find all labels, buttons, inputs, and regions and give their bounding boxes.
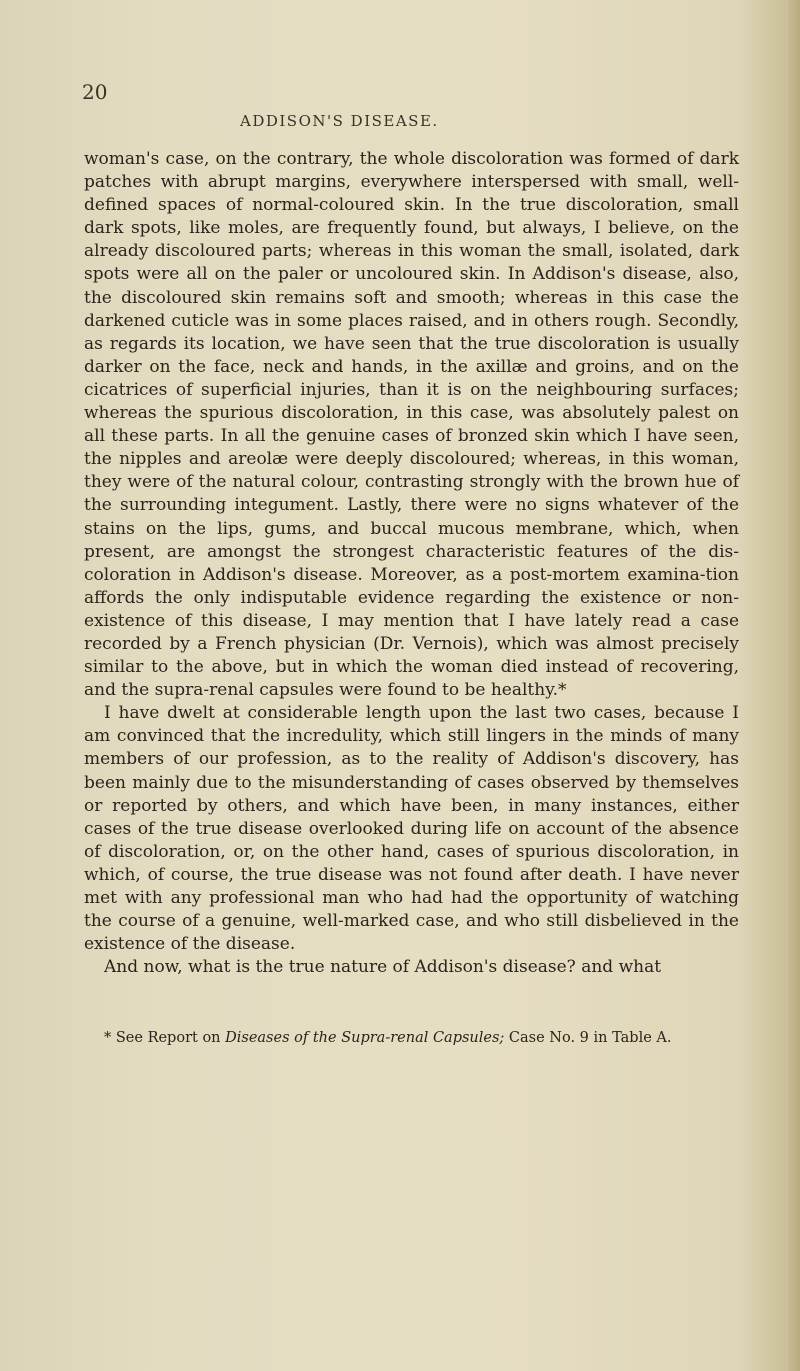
footnote-rest: Case No. 9 in Table A. [508,1030,672,1046]
footnote [84,1028,739,1049]
body-text [84,148,739,979]
footnote-marker: * See Report on [104,1030,221,1046]
footnote-title: Diseases of the Supra-renal Capsules; [225,1030,505,1046]
paragraph-3: And now, what is the true nature of Addison's disease? and what [104,957,662,978]
page-number: 20 [82,80,108,104]
page-edge-shadow [788,0,800,1371]
running-head: ADDISON'S DISEASE. [240,112,439,130]
paragraph-1: woman's case, on the contrary, the whole discoloration was formed of dark patches with abrupt margins, everywhere interspersed with small, well-defined spaces of normal-coloured skin. In the true discoloration, small dark spots, like moles, are frequently found, but always, I believe, on the already discoloured parts; whereas in this woman the small, isolated, dark spots were all on the paler or uncoloured skin. In Addison's disease, also, the discoloured skin remains soft and smooth; whereas in this case the darkened cuticle was in some places raised, and in others rough. Secondly, as regards its location, we have seen that the true discoloration is usually darker on the face, neck and hands, in the axillæ and groins, and on the cicatrices of superficial injuries, than it is on the neighbouring surfaces; whereas the spurious discoloration, in this case, was absolutely palest on all these parts. In all the genuine cases of bronzed skin which I have seen, the nipples and areolæ were deeply discoloured; whereas, in this woman, they were of the natural colour, contrasting strongly with the brown hue of the surrounding integument. Lastly, there were no signs whatever of the stains on the lips, gums, and buccal mucous membrane, which, when present, are amongst the strongest characteristic features of the dis-coloration in Addison's disease. Moreover, as a post-mortem examina-tion affords the only indisputable evidence regarding the existence or non-existence of this disease, I may mention that I have lately read a case recorded by a French physician (Dr. Vernois), which was almost precisely similar to the above, but in which the woman died instead of recovering, and the supra-renal capsules were found to be healthy.* [84,149,739,701]
paragraph-2: I have dwelt at considerable length upon the last two cases, because I am convinced that the incredulity, which still lingers in the minds of many members of our profession, as to the reality of Addison's discovery, has been mainly due to the misunderstanding of cases observed by themselves or reported by others, and which have been, in many instances, either cases of the true disease overlooked during life on account of the absence of discoloration, or, on the other hand, cases of spurious discoloration, in which, of course, the true disease was not found after death. I have never met with any professional man who had had the opportunity of watching the course of a genuine, well-marked case, and who still disbelieved in the existence of the disease. [84,703,739,955]
